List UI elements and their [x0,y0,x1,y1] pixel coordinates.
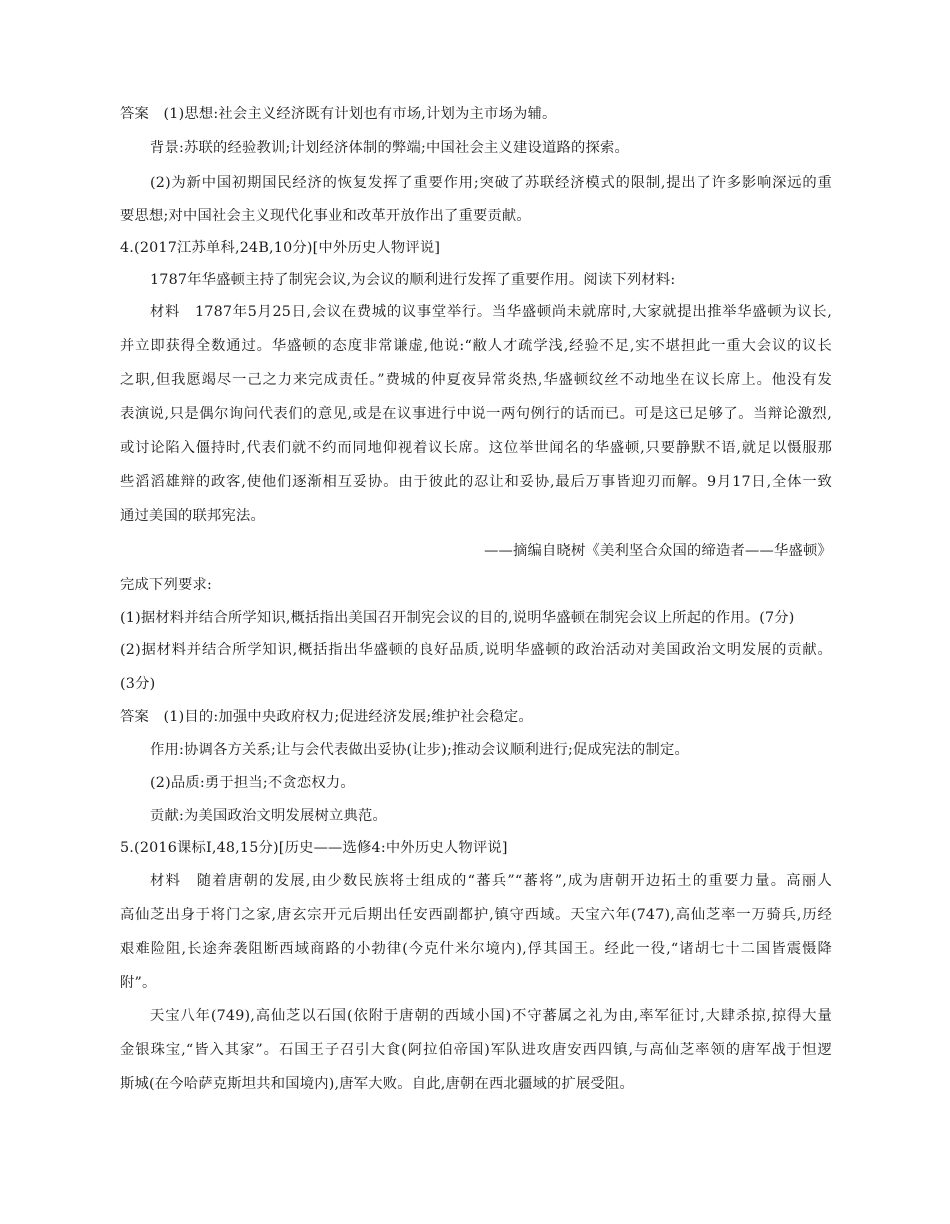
material-line: 之职,但我愿竭尽一己之力来完成责任。”费城的仲夏夜异常炎热,华盛顿纹丝不动地坐在议长席上。他没有发 [120,372,832,388]
material-line: 或讨论陷入僵持时,代表们就不约而同地仰视着议长席。这位举世闻名的华盛顿,只要静默不语,就足以慑服那 [120,440,832,456]
material-line: 通过美国的联邦宪法。 [120,508,265,524]
material-line: 天宝八年(749),高仙芝以石国(依附于唐朝的西域小国)不守蕃属之礼为由,率军征讨,大肆杀掠,掠得大量 [150,1008,832,1024]
answer-4-role: 作用:协调各方关系;让与会代表做出妥协(让步);推动会议顺利进行;促成宪法的制定。 [150,742,690,758]
answer-4-contribution: 贡献:为美国政治文明发展树立典范。 [150,808,387,824]
answer-3-part1: 答案 (1)思想:社会主义经济既有计划也有市场,计划为主市场为辅。 [120,106,557,122]
material-source: ——摘编自晓树《美利坚合众国的缔造者——华盛顿》 [484,543,832,559]
answer-3-part2-cont: 要思想;对中国社会主义现代化事业和改革开放作出了重要贡献。 [120,208,531,224]
material-line: 高仙芝出身于将门之家,唐玄宗开元后期出任安西副都护,镇守西域。天宝六年(747),高仙芝率一万骑兵,历经 [120,907,832,923]
answer-3-background: 背景:苏联的经验教训;计划经济体制的弊端;中国社会主义建设道路的探索。 [150,140,629,156]
answer-4-part1: 答案 (1)目的:加强中央政府权力;促进经济发展;维护社会稳定。 [120,709,533,725]
answer-3-part2: (2)为新中国初期国民经济的恢复发挥了重要作用;突破了苏联经济模式的限制,提出了许多影响深远的重 [150,175,832,191]
question-4-intro: 1787年华盛顿主持了制宪会议,为会议的顺利进行发挥了重要作用。阅读下列材料: [150,272,676,288]
question-4-header: 4.(2017江苏单科,24B,10分)[中外历史人物评说] [120,240,441,256]
question-4-part2: (2)据材料并结合所学知识,概括指出华盛顿的良好品质,说明华盛顿的政治活动对美国政治文明发展的贡献。 [120,642,832,658]
question-4-part1: (1)据材料并结合所学知识,概括指出美国召开制宪会议的目的,说明华盛顿在制宪会议上所起的作用。(7分) [120,610,795,626]
material-line: 艰难险阻,长途奔袭阻断西域商路的小勃律(今克什米尔境内),俘其国王。经此一役,“诸胡七十二国皆震慑降 [120,941,832,957]
material-line: 斯城(在今哈萨克斯坦共和国境内),唐军大败。自此,唐朝在西北疆域的扩展受阻。 [120,1076,634,1092]
material-line: 材料 随着唐朝的发展,由少数民族将士组成的“蕃兵”“蕃将”,成为唐朝开边拓土的重要力量。高丽人 [150,873,832,889]
answer-4-part2: (2)品质:勇于担当;不贪恋权力。 [150,775,355,791]
material-line: 金银珠宝,“皆入其家”。石国王子召引大食(阿拉伯帝国)军队进攻唐安西四镇,与高仙芝率领的唐军战于怛逻 [120,1042,832,1058]
material-line: 些滔滔雄辩的政客,使他们逐渐相互妥协。由于彼此的忍让和妥协,最后万事皆迎刃而解。9月17日,全体一致 [120,474,832,490]
requirements-heading: 完成下列要求: [120,577,212,593]
material-line: 材料 1787年5月25日,会议在费城的议事堂举行。当华盛顿尚未就席时,大家就提出推举华盛顿为议长, [150,304,832,320]
material-line: 附”。 [120,975,157,991]
material-line: 并立即获得全数通过。华盛顿的态度非常谦虚,他说:“敝人才疏学浅,经验不足,实不堪担此一重大会议的议长 [120,338,832,354]
material-line: 表演说,只是偶尔询问代表们的意见,或是在议事进行中说一两句例行的话而已。可是这已足够了。当辩论激烈, [120,406,832,422]
question-5-header: 5.(2016课标Ⅰ,48,15分)[历史——选修4:中外历史人物评说] [120,840,508,856]
question-4-part2-score: (3分) [120,676,156,692]
